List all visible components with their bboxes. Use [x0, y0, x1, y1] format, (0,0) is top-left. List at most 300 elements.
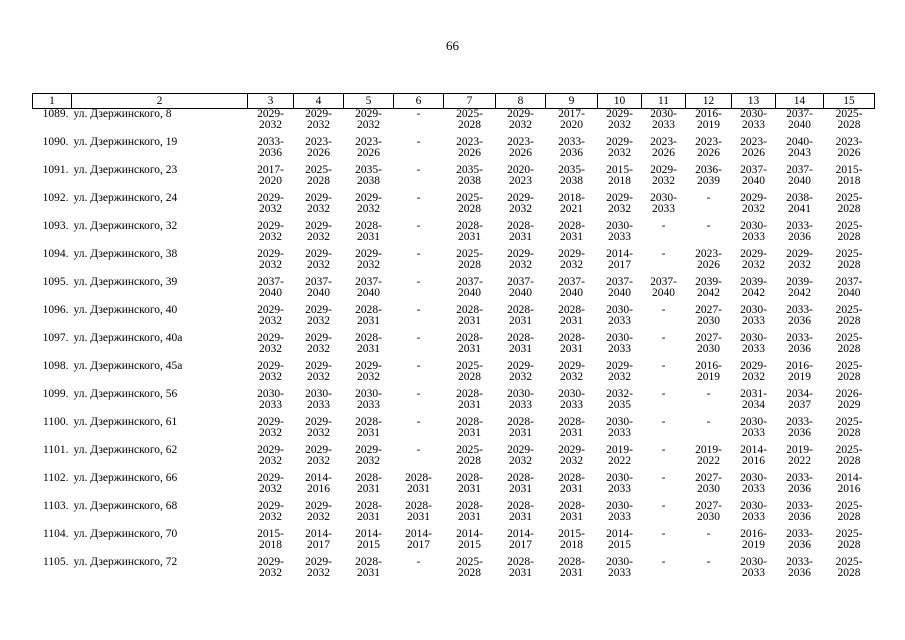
- empty-dash: -: [416, 276, 421, 288]
- year-range: [405, 529, 432, 551]
- start-year: 2028-: [456, 416, 483, 428]
- year-range: [456, 557, 483, 579]
- start-year: 2028-: [456, 332, 483, 344]
- period-cell: [546, 333, 598, 361]
- end-year: 2042: [742, 287, 765, 299]
- year-range: [456, 501, 483, 523]
- start-year: 2025-: [456, 248, 483, 260]
- start-year: 2028-: [456, 500, 483, 512]
- table-row: [33, 137, 875, 165]
- period-cell: [546, 529, 598, 557]
- period-cell: [248, 557, 294, 585]
- end-year: 2033: [608, 567, 631, 579]
- end-year: 2017: [509, 539, 532, 551]
- period-cell: [686, 529, 732, 557]
- period-cell: [294, 165, 344, 193]
- period-cell: [444, 445, 496, 473]
- end-year: 2031: [560, 343, 583, 355]
- end-year: 2031: [509, 315, 532, 327]
- end-year: 2028: [837, 119, 861, 131]
- period-cell: [546, 249, 598, 277]
- period-cell: [776, 445, 824, 473]
- year-range: [456, 277, 483, 299]
- end-year: 2026: [652, 147, 675, 159]
- end-year: 2032: [259, 259, 282, 271]
- end-year: 2031: [357, 511, 380, 523]
- period-cell: [686, 193, 732, 221]
- end-year: 2038: [357, 175, 380, 187]
- year-range: [456, 249, 483, 271]
- start-year: 2028-: [355, 304, 382, 316]
- end-year: 2023: [509, 175, 532, 187]
- end-year: 2040: [788, 175, 811, 187]
- year-range: [507, 529, 534, 551]
- period-cell: [248, 193, 294, 221]
- period-cell: [294, 221, 344, 249]
- period-cell: [496, 333, 546, 361]
- start-year: 2025-: [835, 304, 863, 316]
- start-year: 2014-: [305, 472, 332, 484]
- start-year: 2026-: [835, 388, 863, 400]
- start-year: 2025-: [835, 500, 863, 512]
- year-range: [507, 137, 534, 159]
- start-year: 2029-: [355, 444, 382, 456]
- period-cell: [496, 249, 546, 277]
- end-year: 2016: [742, 455, 765, 467]
- period-cell: [444, 473, 496, 501]
- end-year: 2032: [788, 259, 811, 271]
- end-year: 2026: [742, 147, 765, 159]
- period-cell: [776, 473, 824, 501]
- start-year: 2014-: [835, 472, 863, 484]
- end-year: 2037: [788, 399, 811, 411]
- start-year: 2023-: [650, 136, 677, 148]
- start-year: 2030-: [606, 500, 633, 512]
- start-year: 2029-: [257, 220, 284, 232]
- year-range: [257, 277, 284, 299]
- start-year: 2014-: [606, 248, 633, 260]
- end-year: 2031: [509, 231, 532, 243]
- period-cell: [598, 557, 642, 585]
- start-year: 2025-: [835, 248, 863, 260]
- end-year: 2032: [259, 483, 282, 495]
- year-range: [695, 445, 722, 467]
- period-cell: [546, 389, 598, 417]
- table-row: [33, 417, 875, 445]
- empty-dash: -: [416, 444, 421, 456]
- end-year: 2028: [458, 203, 481, 215]
- start-year: 2028-: [507, 472, 534, 484]
- year-range: [606, 165, 633, 187]
- start-year: 2016-: [740, 528, 767, 540]
- year-range: [456, 305, 483, 327]
- start-year: 2023-: [507, 136, 534, 148]
- period-cell: [294, 473, 344, 501]
- start-year: 2030-: [650, 108, 677, 120]
- period-cell: [496, 193, 546, 221]
- period-cell: [444, 529, 496, 557]
- start-year: 2030-: [740, 556, 767, 568]
- period-cell: [732, 137, 776, 165]
- start-year: 2037-: [786, 164, 813, 176]
- year-range: [507, 417, 534, 439]
- start-year: 2029-: [740, 248, 767, 260]
- period-cell: [776, 501, 824, 529]
- period-cell: [294, 333, 344, 361]
- end-year: 2015: [458, 539, 481, 551]
- year-range: [740, 109, 767, 131]
- end-year: 2031: [357, 483, 380, 495]
- end-year: 2028: [837, 343, 861, 355]
- year-range: [695, 249, 722, 271]
- start-year: 2029-: [305, 304, 332, 316]
- end-year: 2031: [458, 343, 481, 355]
- year-range: [558, 221, 585, 243]
- row-number: 1097.: [42, 332, 69, 344]
- column-header-11: 11: [642, 94, 686, 109]
- end-year: 2033: [560, 399, 583, 411]
- year-range: [606, 249, 633, 271]
- year-range: [305, 557, 332, 579]
- end-year: 2031: [357, 315, 380, 327]
- year-range: [786, 445, 813, 467]
- end-year: 2028: [837, 315, 861, 327]
- end-year: 2031: [509, 343, 532, 355]
- address-cell: ул. Дзержинского, 40а: [73, 332, 183, 344]
- period-cell: [776, 249, 824, 277]
- start-year: 2016-: [695, 360, 722, 372]
- year-range: [740, 277, 767, 299]
- period-cell: [732, 165, 776, 193]
- year-range: [836, 305, 863, 327]
- period-cell: [686, 165, 732, 193]
- period-cell: [394, 249, 444, 277]
- start-year: 2027-: [695, 304, 722, 316]
- period-cell: [642, 529, 686, 557]
- start-year: 2037-: [257, 276, 284, 288]
- empty-dash: -: [706, 528, 711, 540]
- period-cell: [598, 249, 642, 277]
- year-range: [257, 529, 284, 551]
- empty-dash: -: [661, 388, 666, 400]
- address-cell: ул. Дзержинского, 45а: [73, 360, 183, 372]
- period-cell: [642, 333, 686, 361]
- year-range: [786, 473, 813, 495]
- start-year: 2037-: [835, 276, 863, 288]
- year-range: [740, 137, 767, 159]
- year-range: [650, 165, 677, 187]
- address-cell: ул. Дзержинского, 40: [73, 304, 178, 316]
- year-range: [257, 137, 284, 159]
- end-year: 2017: [307, 539, 330, 551]
- year-range: [355, 361, 382, 383]
- start-year: 2037-: [786, 108, 813, 120]
- year-range: [507, 557, 534, 579]
- year-range: [456, 361, 483, 383]
- start-year: 2033-: [786, 500, 813, 512]
- end-year: 2031: [458, 511, 481, 523]
- period-cell: [776, 333, 824, 361]
- year-range: [305, 221, 332, 243]
- start-year: 2030-: [740, 500, 767, 512]
- column-header-10: 10: [598, 94, 642, 109]
- period-cell: [344, 109, 394, 138]
- year-range: [606, 389, 633, 411]
- start-year: 2028-: [355, 556, 382, 568]
- period-cell: [776, 389, 824, 417]
- year-range: [606, 473, 633, 495]
- period-cell: [394, 529, 444, 557]
- address-cell: ул. Дзержинского, 8: [73, 108, 172, 120]
- year-range: [558, 501, 585, 523]
- year-range: [786, 529, 813, 551]
- end-year: 2034: [742, 399, 765, 411]
- period-cell: [824, 221, 875, 249]
- start-year: 2029-: [305, 360, 332, 372]
- period-cell: [394, 109, 444, 138]
- period-cell: [686, 249, 732, 277]
- period-cell: [824, 529, 875, 557]
- year-range: [558, 277, 585, 299]
- period-cell: [294, 361, 344, 389]
- year-range: [305, 361, 332, 383]
- period-cell: [344, 361, 394, 389]
- start-year: 2015-: [606, 164, 633, 176]
- end-year: 2032: [307, 371, 330, 383]
- empty-dash: -: [661, 472, 666, 484]
- table-row: [33, 109, 875, 138]
- start-year: 2030-: [606, 220, 633, 232]
- start-year: 2029-: [507, 192, 534, 204]
- address-cell: ул. Дзержинского, 70: [73, 528, 178, 540]
- end-year: 2032: [357, 119, 380, 131]
- period-cell: [824, 249, 875, 277]
- period-cell: [496, 137, 546, 165]
- start-year: 2025-: [456, 108, 483, 120]
- start-year: 2025-: [835, 444, 863, 456]
- address-cell: ул. Дзержинского, 72: [73, 556, 178, 568]
- start-year: 2028-: [558, 500, 585, 512]
- period-cell: [344, 389, 394, 417]
- start-year: 2033-: [786, 332, 813, 344]
- end-year: 2028: [458, 371, 481, 383]
- period-cell: [824, 305, 875, 333]
- period-cell: [344, 333, 394, 361]
- end-year: 2032: [307, 315, 330, 327]
- year-range: [740, 361, 767, 383]
- period-cell: [686, 501, 732, 529]
- period-cell: [642, 473, 686, 501]
- end-year: 2028: [307, 175, 330, 187]
- end-year: 2032: [307, 343, 330, 355]
- empty-dash: -: [661, 444, 666, 456]
- year-range: [507, 249, 534, 271]
- start-year: 2035-: [355, 164, 382, 176]
- year-range: [305, 165, 332, 187]
- year-range: [305, 417, 332, 439]
- year-range: [786, 277, 813, 299]
- period-cell: [686, 361, 732, 389]
- end-year: 2031: [458, 315, 481, 327]
- year-range: [355, 501, 382, 523]
- empty-dash: -: [416, 304, 421, 316]
- end-year: 2032: [742, 259, 765, 271]
- period-cell: [686, 473, 732, 501]
- period-cell: [496, 221, 546, 249]
- year-range: [507, 305, 534, 327]
- start-year: 2023-: [695, 136, 722, 148]
- period-cell: [248, 529, 294, 557]
- period-cell: [344, 193, 394, 221]
- year-range: [507, 333, 534, 355]
- start-year: 2029-: [558, 360, 585, 372]
- end-year: 2031: [458, 427, 481, 439]
- period-cell: [394, 445, 444, 473]
- end-year: 2033: [307, 399, 330, 411]
- end-year: 2028: [837, 427, 861, 439]
- end-year: 2036: [788, 567, 811, 579]
- start-year: 2029-: [305, 444, 332, 456]
- start-year: 2027-: [695, 500, 722, 512]
- period-cell: [248, 137, 294, 165]
- address-cell: ул. Дзержинского, 23: [73, 164, 178, 176]
- end-year: 2015: [608, 539, 631, 551]
- end-year: 2019: [697, 371, 720, 383]
- start-year: 2037-: [305, 276, 332, 288]
- end-year: 2032: [259, 343, 282, 355]
- row-number: 1090.: [42, 136, 69, 148]
- start-year: 2028-: [558, 416, 585, 428]
- row-number: 1099.: [42, 388, 69, 400]
- year-range: [558, 361, 585, 383]
- table-row: [33, 193, 875, 221]
- row-number: 1093.: [42, 220, 69, 232]
- year-range: [355, 193, 382, 215]
- start-year: 2029-: [355, 108, 382, 120]
- period-cell: [248, 221, 294, 249]
- end-year: 2031: [509, 427, 532, 439]
- period-cell: [294, 417, 344, 445]
- period-cell: [732, 501, 776, 529]
- end-year: 2032: [307, 203, 330, 215]
- end-year: 2028: [837, 511, 861, 523]
- end-year: 2032: [307, 119, 330, 131]
- year-range: [650, 277, 677, 299]
- end-year: 2033: [652, 119, 675, 131]
- table-row: [33, 389, 875, 417]
- end-year: 2031: [407, 483, 430, 495]
- start-year: 2039-: [786, 276, 813, 288]
- end-year: 2040: [608, 287, 631, 299]
- year-range: [740, 333, 767, 355]
- end-year: 2031: [560, 231, 583, 243]
- start-year: 2015-: [558, 528, 585, 540]
- end-year: 2036: [259, 147, 282, 159]
- period-cell: [344, 249, 394, 277]
- end-year: 2032: [259, 371, 282, 383]
- end-year: 2035: [608, 399, 631, 411]
- year-range: [355, 221, 382, 243]
- year-range: [695, 333, 722, 355]
- period-cell: [344, 221, 394, 249]
- start-year: 2028-: [405, 472, 432, 484]
- end-year: 2018: [837, 175, 861, 187]
- year-range: [305, 389, 332, 411]
- row-number: 1101.: [43, 444, 69, 456]
- year-range: [606, 277, 633, 299]
- end-year: 2028: [458, 119, 481, 131]
- start-year: 2029-: [558, 444, 585, 456]
- year-range: [836, 249, 863, 271]
- start-year: 2029-: [507, 248, 534, 260]
- period-cell: [444, 361, 496, 389]
- empty-dash: -: [416, 332, 421, 344]
- period-cell: [686, 389, 732, 417]
- end-year: 2036: [560, 147, 583, 159]
- year-range: [695, 501, 722, 523]
- row-number: 1100.: [43, 416, 69, 428]
- start-year: 2028-: [405, 500, 432, 512]
- start-year: 2014-: [456, 528, 483, 540]
- year-range: [786, 221, 813, 243]
- column-header-13: 13: [732, 94, 776, 109]
- period-cell: [294, 277, 344, 305]
- empty-dash: -: [661, 500, 666, 512]
- period-cell: [294, 501, 344, 529]
- row-number: 1096.: [42, 304, 69, 316]
- table-row: [33, 333, 875, 361]
- year-range: [305, 249, 332, 271]
- period-cell: [394, 221, 444, 249]
- year-range: [507, 501, 534, 523]
- end-year: 2028: [458, 567, 481, 579]
- table-row: [33, 277, 875, 305]
- period-cell: [344, 277, 394, 305]
- period-cell: [294, 445, 344, 473]
- year-range: [836, 417, 863, 439]
- period-cell: [294, 557, 344, 585]
- year-range: [836, 557, 863, 579]
- end-year: 2032: [259, 455, 282, 467]
- period-cell: [248, 445, 294, 473]
- year-range: [786, 165, 813, 187]
- end-year: 2032: [357, 371, 380, 383]
- period-cell: [824, 389, 875, 417]
- year-range: [456, 109, 483, 131]
- period-cell: [394, 305, 444, 333]
- period-cell: [732, 557, 776, 585]
- year-range: [786, 557, 813, 579]
- year-range: [456, 137, 483, 159]
- end-year: 2032: [307, 511, 330, 523]
- start-year: 2025-: [835, 220, 863, 232]
- period-cell: [248, 389, 294, 417]
- end-year: 2032: [259, 203, 282, 215]
- period-cell: [444, 109, 496, 138]
- year-range: [456, 473, 483, 495]
- year-range: [507, 473, 534, 495]
- year-range: [257, 221, 284, 243]
- period-cell: [686, 109, 732, 138]
- period-cell: [394, 333, 444, 361]
- year-range: [355, 445, 382, 467]
- period-cell: [824, 277, 875, 305]
- end-year: 2031: [560, 511, 583, 523]
- start-year: 2028-: [456, 220, 483, 232]
- start-year: 2014-: [405, 528, 432, 540]
- empty-dash: -: [661, 332, 666, 344]
- end-year: 2031: [458, 483, 481, 495]
